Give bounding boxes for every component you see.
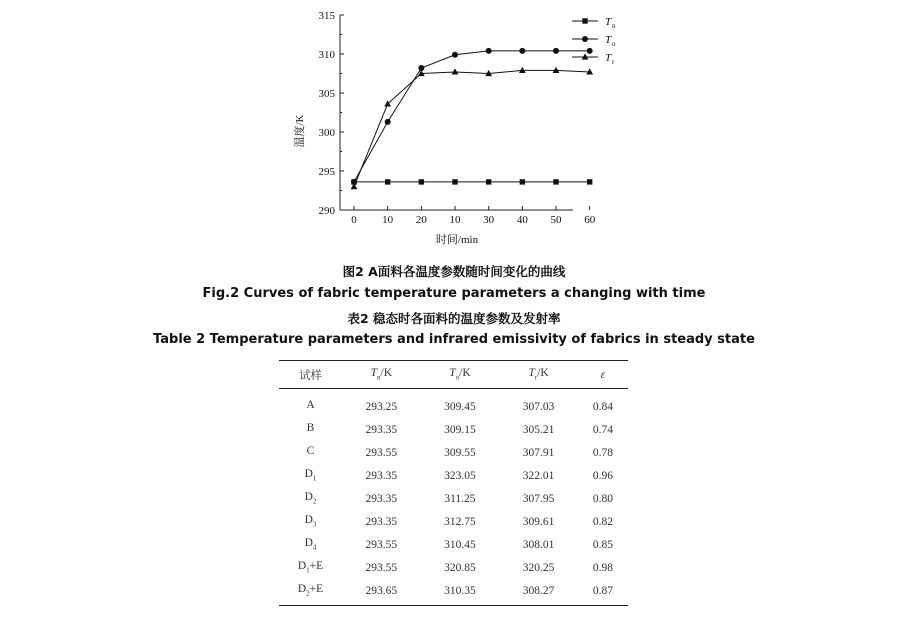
y-tick-label: 310	[318, 49, 335, 61]
figure-caption-cn: 图2 A面料各温度参数随时间变化的曲线	[342, 264, 566, 279]
emissivity-table	[279, 360, 628, 606]
data-point	[452, 52, 458, 58]
cell-sample: $D_1+E$	[297, 560, 324, 575]
cell-sample: $D_1$	[304, 468, 317, 483]
legend	[572, 16, 616, 66]
data-point	[452, 68, 459, 74]
cell-sample: $D_2$	[304, 491, 317, 506]
x-axis-label: 时间/min	[435, 234, 479, 246]
series-square	[351, 179, 592, 184]
cell-tr: 308.27	[499, 579, 578, 606]
y-tick-label: 295	[318, 166, 335, 178]
cell-emissivity: 0.82	[592, 515, 614, 528]
series-triangle	[351, 67, 593, 189]
legend-marker	[582, 36, 588, 42]
cell-tr: 305.21	[522, 423, 555, 436]
y-tick-label: 315	[318, 10, 335, 22]
x-tick-label: 0	[351, 214, 357, 226]
header-sample: 试样	[279, 361, 342, 389]
table-row	[279, 487, 628, 510]
cell-emissivity: 0.78	[592, 446, 614, 459]
data-point	[486, 48, 492, 54]
data-point	[452, 179, 457, 184]
cell-sample: A	[306, 399, 315, 412]
cell-tr: 307.95	[522, 492, 555, 505]
data-point	[419, 179, 424, 184]
table-caption-en: Table 2 Temperature parameters and infrared emissivity of fabrics in steady state	[153, 332, 755, 347]
x-tick-label: 10	[449, 214, 461, 226]
data-point	[553, 179, 558, 184]
temperature-line-chart	[0, 0, 908, 255]
cell-tn: 293.25	[365, 400, 398, 413]
cell-to: 323.05	[444, 469, 476, 482]
data-point	[486, 179, 491, 184]
header-emissivity: ε	[578, 361, 628, 389]
cell-sample: $D_4$	[304, 537, 317, 552]
x-tick-label: 20	[415, 214, 427, 226]
cell-tn: 293.35	[365, 423, 398, 436]
y-tick-label: 290	[318, 205, 335, 217]
cell-emissivity: 0.74	[592, 423, 614, 436]
table-header-row	[279, 361, 628, 389]
x-tick-label: 10	[382, 214, 394, 226]
cell-tn: 293.55	[365, 561, 398, 574]
legend-label: T	[605, 52, 612, 64]
data-point	[520, 179, 525, 184]
y-tick-label: 305	[318, 88, 335, 100]
cell-tr: 308.01	[522, 538, 555, 551]
legend-label: T	[605, 16, 612, 28]
cell-tn: 293.65	[342, 579, 421, 606]
data-point	[587, 179, 592, 184]
cell-tn: 293.55	[365, 446, 398, 459]
cell-to: 309.55	[444, 446, 476, 459]
table-row	[279, 418, 628, 441]
table-caption-cn: 表2 稳态时各面料的温度参数及发射率	[347, 311, 561, 326]
cell-tr: 322.01	[522, 469, 555, 482]
x-tick-label: 60	[584, 214, 596, 226]
cell-emissivity: 0.80	[592, 492, 614, 505]
table-row	[279, 510, 628, 533]
cell-to: 320.85	[444, 561, 476, 574]
cell-tr: 307.03	[522, 400, 555, 413]
data-point	[385, 119, 391, 125]
legend-subscript: o	[612, 40, 616, 48]
cell-emissivity: 0.87	[578, 579, 628, 606]
y-tick-label: 300	[318, 127, 335, 139]
cell-emissivity: 0.98	[592, 561, 614, 574]
header-tr: $T_r/K$	[499, 361, 578, 389]
legend-marker	[582, 18, 587, 23]
legend-subscript: n	[612, 22, 616, 30]
figure-caption-en: Fig.2 Curves of fabric temperature parameters a changing with time	[202, 286, 706, 301]
x-tick-label: 30	[483, 214, 495, 226]
data-point	[553, 48, 559, 54]
cell-tn: 293.35	[365, 492, 398, 505]
cell-to: 309.45	[444, 400, 476, 413]
y-axis	[319, 10, 345, 217]
cell-sample: C	[306, 445, 315, 458]
table-row	[279, 533, 628, 556]
cell-to: 312.75	[444, 515, 476, 528]
cell-to: 309.15	[444, 423, 476, 436]
x-tick-label: 50	[550, 214, 562, 226]
header-to: $T_o/K$	[421, 361, 500, 389]
legend-subscript: r	[612, 58, 615, 66]
cell-tr: 320.25	[522, 561, 555, 574]
table-row	[279, 389, 628, 419]
header-tn: $T_n/K$	[342, 361, 421, 389]
table-row	[279, 464, 628, 487]
cell-to: 311.25	[444, 492, 476, 505]
table-row	[279, 579, 628, 606]
cell-tr: 309.61	[522, 515, 555, 528]
table-row	[279, 556, 628, 579]
cell-to: 310.35	[421, 579, 500, 606]
cell-tn: 293.35	[365, 469, 398, 482]
cell-sample: $D_3$	[304, 514, 317, 529]
y-axis-label: 温度/K	[294, 114, 306, 148]
cell-to: 310.45	[444, 538, 476, 551]
cell-emissivity: 0.85	[592, 538, 614, 551]
cell-emissivity: 0.96	[592, 469, 614, 482]
cell-tn: 293.55	[365, 538, 398, 551]
legend-label: T	[605, 34, 612, 46]
cell-sample: $D_2+E$	[279, 579, 342, 606]
cell-emissivity: 0.84	[592, 400, 614, 413]
cell-tn: 293.35	[365, 515, 398, 528]
data-point	[519, 48, 525, 54]
table-row	[279, 441, 628, 464]
series-group	[351, 48, 593, 189]
cell-tr: 307.91	[522, 446, 555, 459]
data-point	[587, 48, 593, 54]
series-line	[354, 70, 590, 186]
x-tick-label: 40	[516, 214, 528, 226]
data-point	[385, 179, 390, 184]
x-axis	[340, 206, 596, 226]
cell-sample: B	[306, 422, 315, 435]
